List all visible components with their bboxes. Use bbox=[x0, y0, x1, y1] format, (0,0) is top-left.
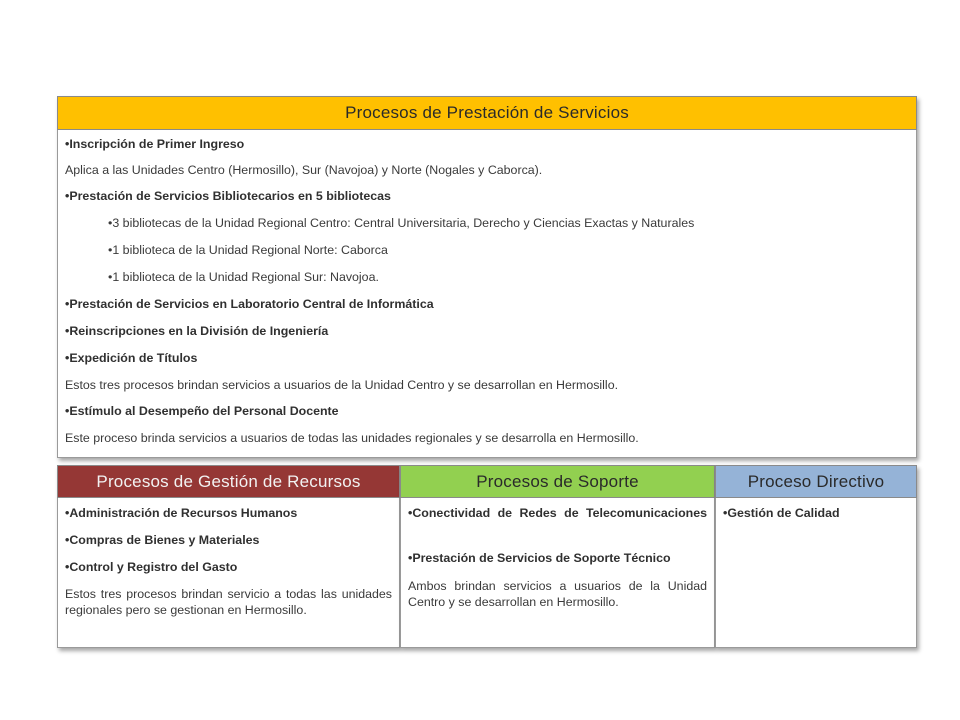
servicios-panel bbox=[57, 96, 917, 458]
gestion-panel bbox=[57, 465, 400, 648]
subitem-biblioteca-centro: • 3 bibliotecas de la Unidad Regional Centro: Central Universitaria, Derecho y Ciencias Exactas y Naturales bbox=[108, 215, 909, 231]
item-estimulo: • Estímulo al Desempeño del Personal Docente bbox=[65, 403, 909, 419]
item-bibliotecas: • Prestación de Servicios Bibliotecarios en 5 bibliotecas bbox=[65, 188, 909, 204]
item-inscripcion: • Inscripción de Primer Ingreso bbox=[65, 136, 909, 152]
servicios-title: Procesos de Prestación de Servicios bbox=[345, 103, 629, 122]
directivo-header bbox=[715, 465, 917, 498]
subitem-biblioteca-norte: • 1 biblioteca de la Unidad Regional Norte: Caborca bbox=[108, 242, 909, 258]
item-compras: • Compras de Bienes y Materiales bbox=[65, 532, 392, 548]
note-gestion: Estos tres procesos brindan servicio a todas las unidades regionales pero se gestionan en Hermosillo. bbox=[65, 587, 392, 617]
item-titulos: • Expedición de Títulos bbox=[65, 350, 909, 366]
item-recursos-humanos: • Administración de Recursos Humanos bbox=[65, 505, 392, 521]
servicios-body bbox=[57, 130, 917, 458]
subitem-biblioteca-sur: • 1 biblioteca de la Unidad Regional Sur: Navojoa. bbox=[108, 269, 909, 285]
note-estimulo: Este proceso brinda servicios a usuarios de todas las unidades regionales y se desarrolla en Hermosillo. bbox=[65, 431, 639, 445]
soporte-panel bbox=[400, 465, 715, 648]
item-control-gasto: • Control y Registro del Gasto bbox=[65, 559, 392, 575]
soporte-title: Procesos de Soporte bbox=[476, 471, 639, 491]
item-soporte-tecnico: • Prestación de Servicios de Soporte Técnico bbox=[408, 550, 707, 566]
item-conectividad: • Conectividad de Redes de Telecomunicaciones bbox=[408, 505, 707, 521]
gestion-body bbox=[57, 498, 400, 648]
soporte-body bbox=[400, 498, 715, 648]
gestion-header bbox=[57, 465, 400, 498]
directivo-panel bbox=[715, 465, 917, 648]
soporte-header bbox=[400, 465, 715, 498]
note-soporte: Ambos brindan servicios a usuarios de la Unidad Centro y se desarrollan en Hermosillo. bbox=[408, 579, 707, 609]
note-inscripcion: Aplica a las Unidades Centro (Hermosillo), Sur (Navojoa) y Norte (Nogales y Caborca). bbox=[65, 163, 543, 177]
item-laboratorio: • Prestación de Servicios en Laboratorio Central de Informática bbox=[65, 296, 909, 312]
note-tres-procesos: Estos tres procesos brindan servicios a usuarios de la Unidad Centro y se desarrollan en Hermosillo. bbox=[65, 378, 619, 392]
item-reinscripciones: • Reinscripciones en la División de Ingeniería bbox=[65, 323, 909, 339]
directivo-body bbox=[715, 498, 917, 648]
directivo-title: Proceso Directivo bbox=[747, 471, 885, 491]
item-calidad: • Gestión de Calidad bbox=[723, 505, 909, 521]
gestion-title: Procesos de Gestión de Recursos bbox=[96, 471, 361, 491]
servicios-header bbox=[57, 96, 917, 130]
